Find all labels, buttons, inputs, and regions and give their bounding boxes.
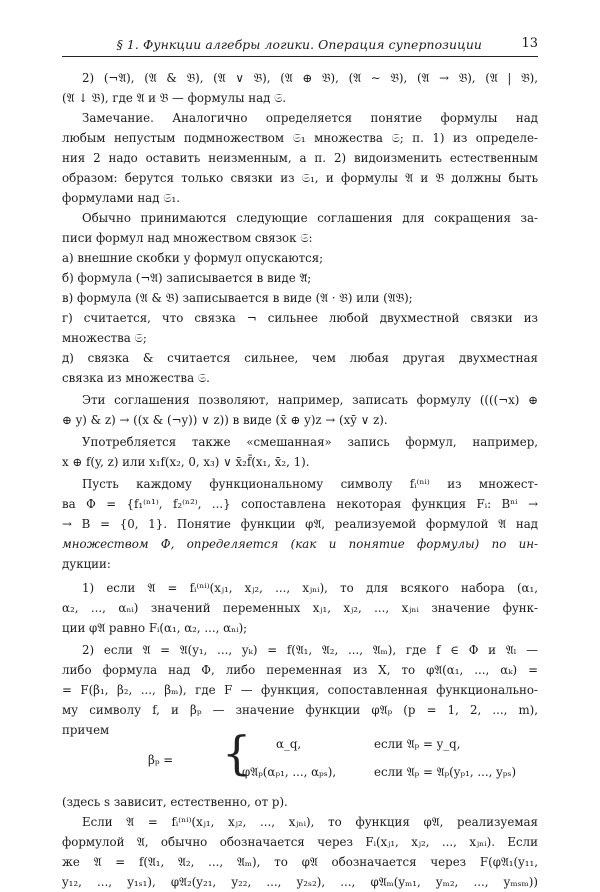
text-line: (здесь s зависит, естественно, от p). (62, 795, 288, 809)
text-line: связка из множества 𝔖. (62, 371, 210, 385)
text-line: (𝔄 ↓ 𝔅), где 𝔄 и 𝔅 — формулы над 𝔖. (62, 91, 287, 105)
text-line: ⊕ y) & z) → ((x & (¬y)) ∨ z)) в виде (x̄ ⊕ y)z → (xȳ ∨ z). (62, 413, 388, 427)
list-item: г) считается, что связка ¬ сильнее любой двухместной связки из (62, 311, 538, 325)
text-line: Если 𝔄 = fᵢ⁽ⁿⁱ⁾(xⱼ₁, xⱼ₂, ..., xⱼₙᵢ), то функция φ𝔄, реализуемая (82, 815, 538, 829)
text-line: Употребляется также «смешанная» запись формул, например, (82, 435, 538, 449)
text-line: причем (62, 723, 110, 737)
text-line: → B = {0, 1}. Понятие функции φ𝔄, реализуемой формулой 𝔄 над (62, 517, 538, 531)
cases-row1-value: α_q, (276, 737, 302, 751)
text-line: формулами над 𝔖₁. (62, 191, 180, 205)
text-line: α₂, ..., αₙᵢ) значений переменных xⱼ₁, xⱼ₂, ..., xⱼₙᵢ значение функ- (62, 601, 538, 615)
cases-lhs: βₚ = (148, 753, 174, 767)
cases-row1-condition: если 𝔄ₚ = y_q, (374, 737, 461, 751)
running-header (62, 36, 538, 57)
cases-row2-condition: если 𝔄ₚ = 𝔄ₚ(yₚ₁, ..., yₚₛ) (374, 765, 517, 779)
list-item: д) связка & считается сильнее, чем любая другая двухместная (62, 351, 538, 365)
text-line: Эти соглашения позволяют, например, записать формулу ((((¬x) ⊕ (82, 393, 538, 407)
text-line: писи формул над множеством связок 𝔖: (62, 231, 313, 245)
text-line: му символу f, и βₚ — значение функции φ𝔄ₚ (p = 1, 2, ..., m), (62, 703, 538, 717)
list-item: б) формула (¬𝔄) записывается в виде 𝔄̄; (62, 271, 312, 285)
text-line: любым непустым подмножеством 𝔖₁ множества 𝔖; п. 1) из определе- (62, 131, 538, 145)
text-line: множества 𝔖; (62, 331, 147, 345)
text-line: же 𝔄 = f(𝔄₁, 𝔄₂, ..., 𝔄ₘ), то φ𝔄 обозначается через F(φ𝔄₁(y₁₁, (62, 855, 538, 869)
text-line: дукции: (62, 557, 111, 571)
list-item: в) формула (𝔄 & 𝔅) записывается в виде (𝔄 · 𝔅) или (𝔄𝔅); (62, 291, 413, 305)
text-line: ва Φ = {f₁⁽ⁿ¹⁾, f₂⁽ⁿ²⁾, ...} сопоставлена некоторая функция Fᵢ: Bⁿⁱ → (62, 497, 538, 511)
section-title: § 1. Функции алгебры логики. Операция суперпозиции (116, 37, 482, 52)
text-line: формулой 𝔄, обычно обозначается через Fᵢ(xⱼ₁, xⱼ₂, ..., xⱼₙᵢ). Если (62, 835, 538, 849)
list-item: а) внешние скобки у формул опускаются; (62, 251, 324, 265)
text-line: ции φ𝔄 равно Fᵢ(α₁, α₂, ..., αₙᵢ); (62, 621, 248, 635)
cases-row2-value: φ𝔄ₚ(αₚ₁, ..., αₚₛ), (242, 765, 337, 779)
text-line: ния 2 надо оставить неизменным, а п. 2) видоизменить естественным (62, 151, 538, 165)
text-line: 2) если 𝔄 = 𝔄(y₁, ..., yₖ) = f(𝔄₁, 𝔄₂, ..., 𝔄ₘ), где f ∈ Φ и 𝔄ₗ — (82, 643, 538, 657)
text-line: либо формула над Φ, либо переменная из X, то φ𝔄(α₁, ..., αₖ) = (62, 663, 538, 677)
text-line: Обычно принимаются следующие соглашения для сокращения за- (82, 211, 538, 225)
text-line: y₁₂, ..., y₁ₛ₁), φ𝔄₂(y₂₁, y₂₂, ..., y₂ₛ₂), ..., φ𝔄ₘ(yₘ₁, yₘ₂, ..., yₘₛₘ)) (62, 875, 538, 889)
page-number: 13 (521, 36, 538, 51)
text-line: множеством Φ, определяется (как и понятие формулы) по ин- (62, 537, 538, 551)
brace-symbol: { (222, 726, 252, 780)
text-line: 1) если 𝔄 = fᵢ⁽ⁿⁱ⁾(xⱼ₁, xⱼ₂, ..., xⱼₙᵢ), то для всякого набора (α₁, (82, 581, 538, 595)
remark-line: Замечание. Аналогично определяется понятие формулы над (82, 111, 538, 125)
text-line: = F(β₁, β₂, ..., βₘ), где F — функция, сопоставленная функционально- (62, 683, 538, 697)
text-line: x ⊕ f(y, z) или x₁f(x₂, 0, x₃) ∨ x̄₂f̄(x₁, x̄₂, 1). (62, 455, 310, 469)
text-line: Пусть каждому функциональному символу fᵢ⁽ⁿⁱ⁾ из множест- (82, 477, 538, 491)
text-line: образом: берутся только связки из 𝔖₁, и формулы 𝔄 и 𝔅 должны быть (62, 171, 538, 185)
text-line: 2) (¬𝔄), (𝔄 & 𝔅), (𝔄 ∨ 𝔅), (𝔄 ⊕ 𝔅), (𝔄 ∼ 𝔅), (𝔄 → 𝔅), (𝔄 | 𝔅), (82, 71, 538, 85)
